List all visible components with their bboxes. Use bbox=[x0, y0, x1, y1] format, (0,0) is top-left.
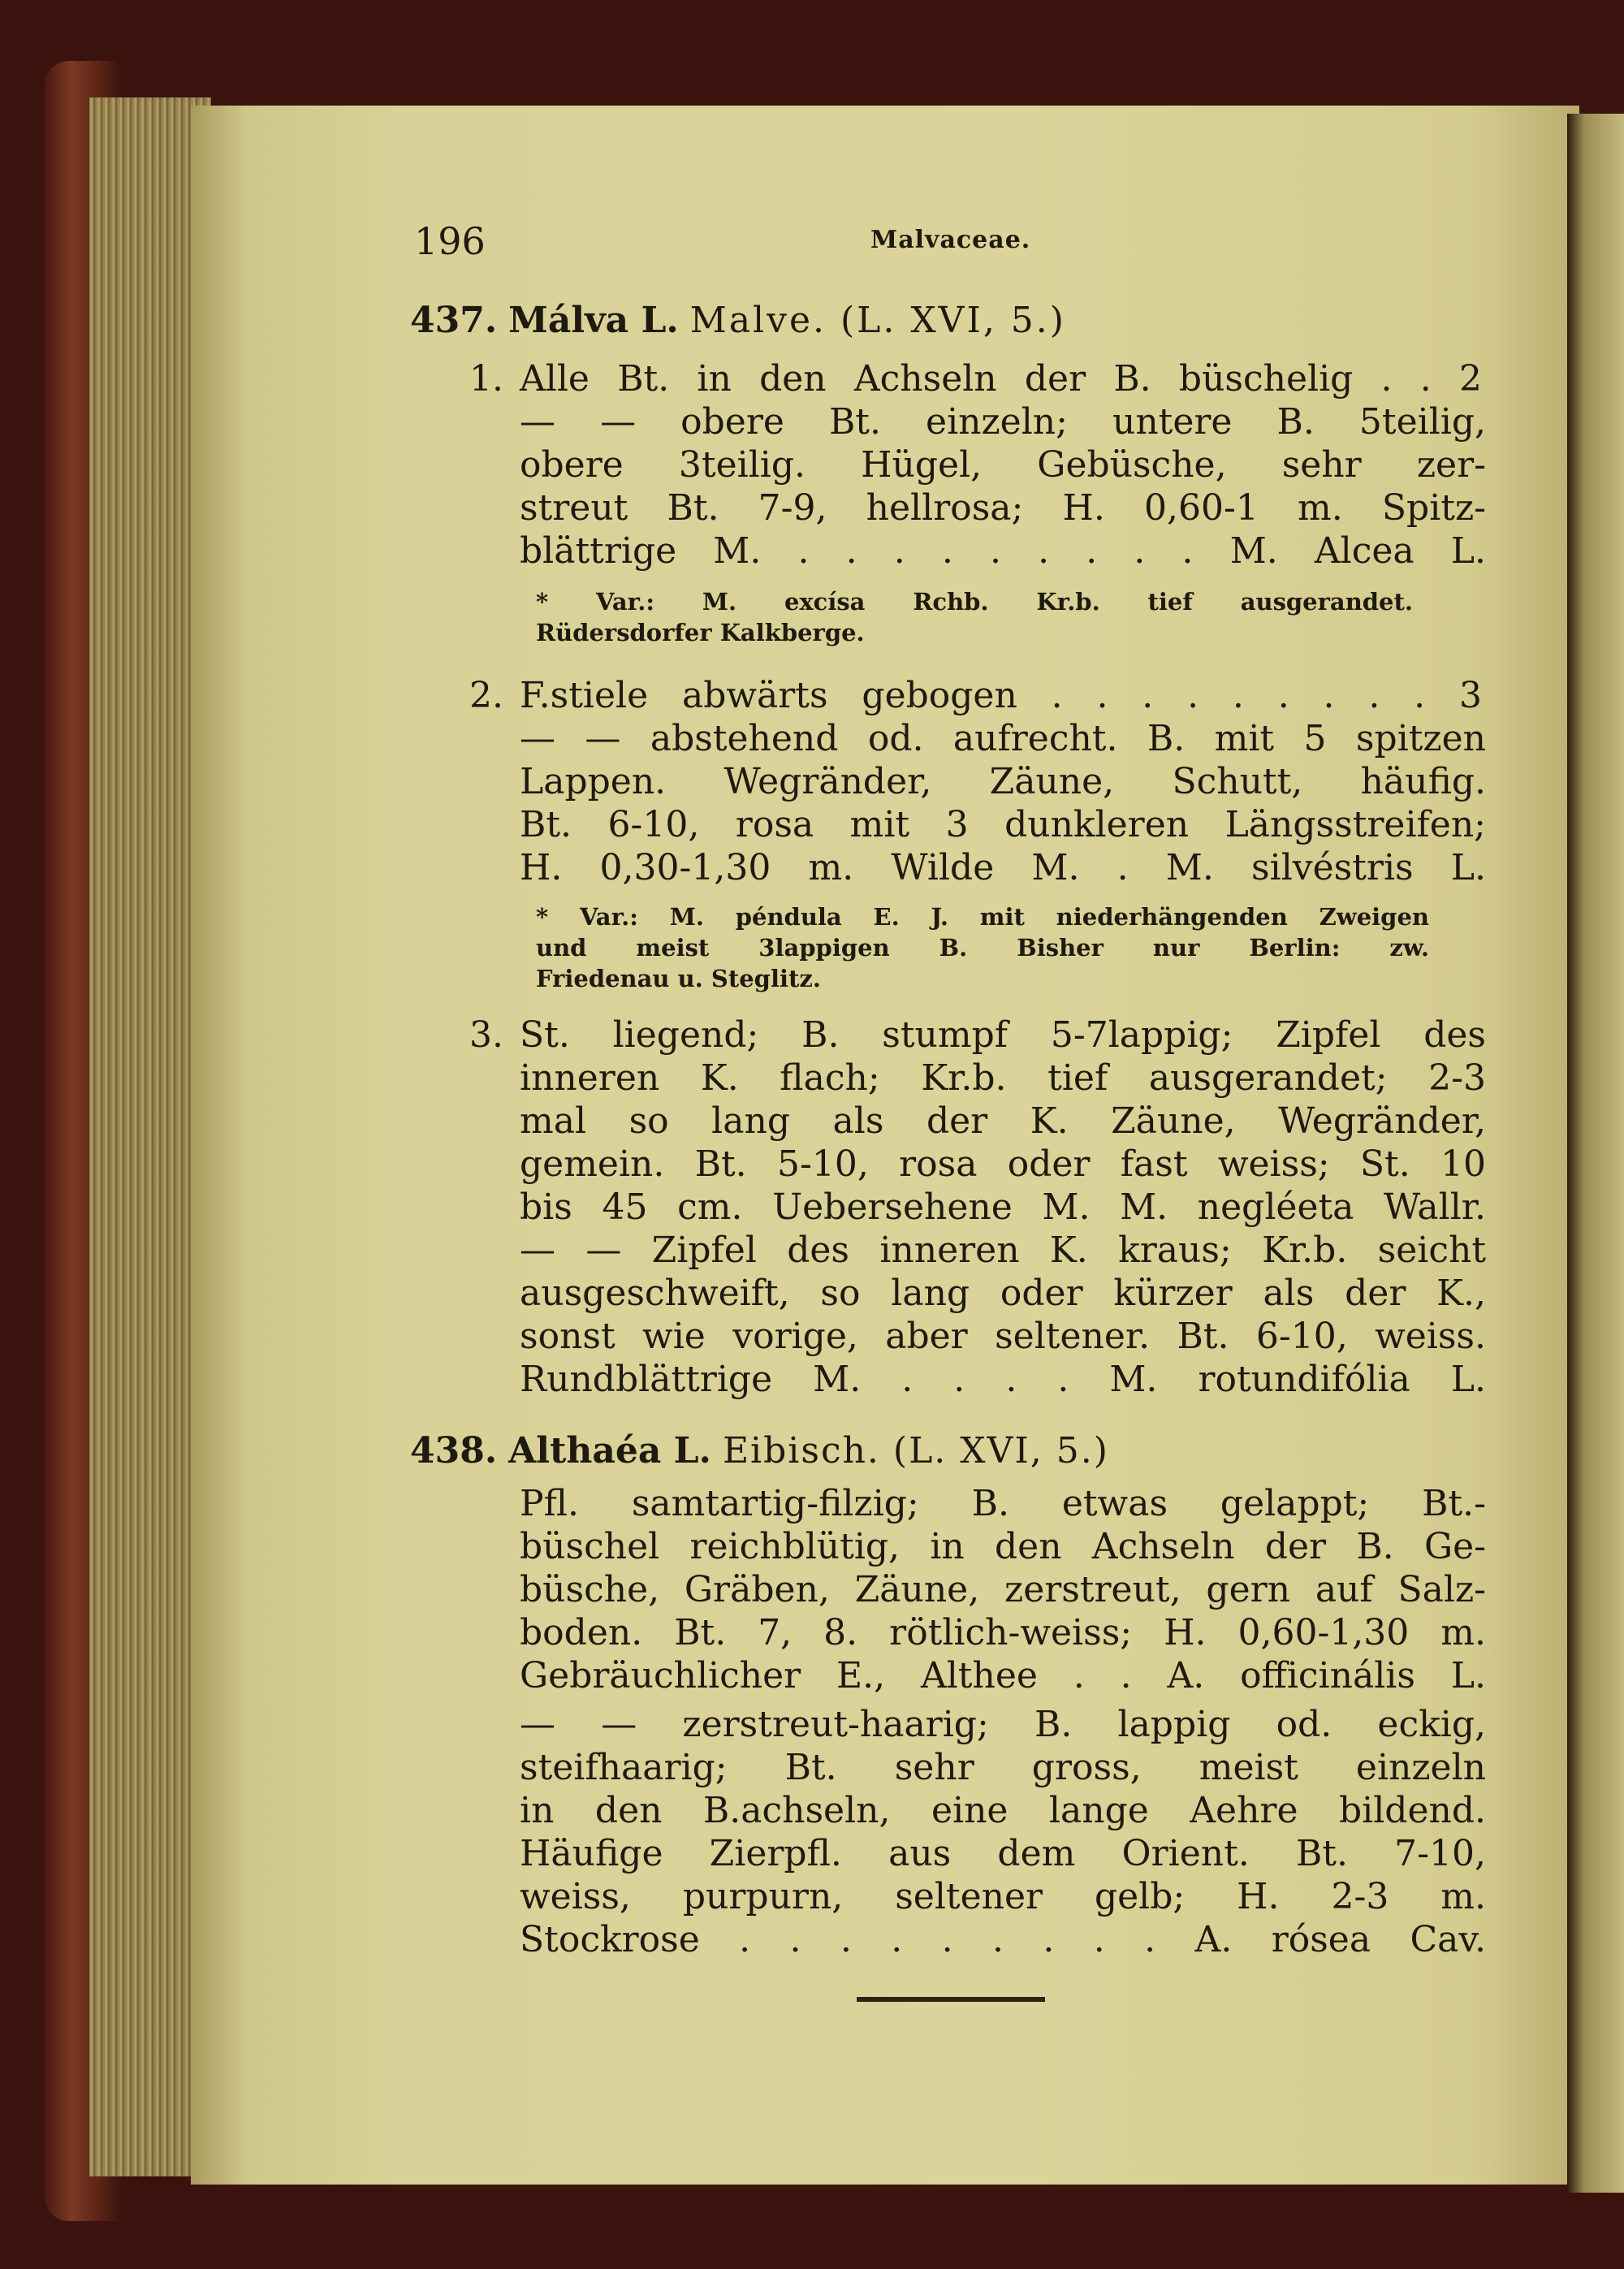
text-line: — — abstehend od. aufrecht. B. mit 5 spitzen bbox=[520, 718, 1486, 759]
text-line: boden. Bt. 7, 8. rötlich-weiss; H. 0,60-1,30 m. bbox=[520, 1612, 1486, 1653]
page-number: 196 bbox=[414, 219, 486, 263]
text-line: Bt. 6-10, rosa mit 3 dunkleren Längsstreifen; bbox=[520, 804, 1486, 845]
genus-heading-althaea bbox=[410, 1429, 1109, 1472]
genus-heading-malva bbox=[410, 299, 1066, 342]
genus-number: 438. bbox=[410, 1430, 498, 1472]
text-line: Häufige Zierpfl. aus dem Orient. Bt. 7-10, bbox=[520, 1833, 1486, 1874]
text-line: St. liegend; B. stumpf 5-7lappig; Zipfel des bbox=[520, 1014, 1486, 1056]
text-line: Stockrose . . . . . . . . . A. rósea Cav. bbox=[520, 1919, 1486, 1960]
text-line: — — zerstreut-haarig; B. lappig od. eckig, bbox=[520, 1704, 1486, 1745]
text-line: weiss, purpurn, seltener gelb; H. 2-3 m. bbox=[520, 1876, 1486, 1917]
variety-note: * Var.: M. péndula E. J. mit niederhängenden Zweigen bbox=[536, 903, 1429, 931]
text-line: H. 0,30-1,30 m. Wilde M. . M. silvéstris L. bbox=[520, 847, 1486, 888]
genus-common-name: Eibisch. (L. XVI, 5.) bbox=[722, 1430, 1109, 1472]
key-number: 3. bbox=[469, 1014, 503, 1056]
genus-name: Málva L. bbox=[508, 300, 679, 341]
text-line: Rundblättrige M. . . . . M. rotundifólia L. bbox=[520, 1359, 1486, 1400]
variety-note: und meist 3lappigen B. Bisher nur Berlin: zw. bbox=[536, 934, 1429, 962]
text-line: obere 3teilig. Hügel, Gebüsche, sehr zer- bbox=[520, 444, 1486, 486]
variety-note: * Var.: M. excísa Rchb. Kr.b. tief ausgerandet. bbox=[536, 588, 1413, 616]
genus-number: 437. bbox=[410, 300, 498, 341]
variety-note: Rüdersdorfer Kalkberge. bbox=[536, 619, 865, 646]
genus-common-name: Malve. (L. XVI, 5.) bbox=[689, 300, 1066, 341]
variety-note: Friedenau u. Steglitz. bbox=[536, 965, 821, 992]
page-gutter bbox=[1567, 114, 1624, 2193]
text-line: — — Zipfel des inneren K. kraus; Kr.b. seicht bbox=[520, 1230, 1486, 1271]
text-line: streut Bt. 7-9, hellrosa; H. 0,60-1 m. Spitz- bbox=[520, 487, 1486, 529]
running-title: Malvaceae. bbox=[870, 226, 1031, 254]
text-line: sonst wie vorige, aber seltener. Bt. 6-10, weiss. bbox=[520, 1316, 1486, 1357]
text-line: in den B.achseln, eine lange Aehre bildend. bbox=[520, 1790, 1486, 1831]
genus-name: Althaéa L. bbox=[508, 1430, 711, 1472]
text-line: steifhaarig; Bt. sehr gross, meist einzeln bbox=[520, 1747, 1486, 1788]
text-line: mal so lang als der K. Zäune, Wegränder, bbox=[520, 1100, 1486, 1142]
text-line: F.stiele abwärts gebogen . . . . . . . . . 3 bbox=[520, 675, 1482, 716]
text-line: blättrige M. . . . . . . . . . M. Alcea L. bbox=[520, 530, 1486, 572]
text-line: ausgeschweift, so lang oder kürzer als der K., bbox=[520, 1273, 1486, 1314]
text-line: Gebräuchlicher E., Althee . . A. officinális L. bbox=[520, 1655, 1486, 1696]
text-line: bis 45 cm. Uebersehene M. M. negléeta Wallr. bbox=[520, 1186, 1486, 1228]
text-line: Alle Bt. in den Achseln der B. büschelig . . 2 bbox=[520, 358, 1482, 400]
text-line: büsche, Gräben, Zäune, zerstreut, gern auf Salz- bbox=[520, 1569, 1486, 1610]
key-number: 2. bbox=[469, 675, 503, 716]
section-end-rule bbox=[857, 1997, 1045, 2002]
text-line: büschel reichblütig, in den Achseln der B. Ge- bbox=[520, 1526, 1486, 1567]
text-line: inneren K. flach; Kr.b. tief ausgerandet; 2-3 bbox=[520, 1057, 1486, 1099]
text-line: Lappen. Wegränder, Zäune, Schutt, häufig. bbox=[520, 761, 1486, 802]
text-line: gemein. Bt. 5-10, rosa oder fast weiss; St. 10 bbox=[520, 1143, 1486, 1185]
key-number: 1. bbox=[469, 358, 503, 400]
text-line: Pfl. samtartig-filzig; B. etwas gelappt; Bt.- bbox=[520, 1483, 1486, 1524]
text-line: — — obere Bt. einzeln; untere B. 5teilig, bbox=[520, 401, 1486, 443]
